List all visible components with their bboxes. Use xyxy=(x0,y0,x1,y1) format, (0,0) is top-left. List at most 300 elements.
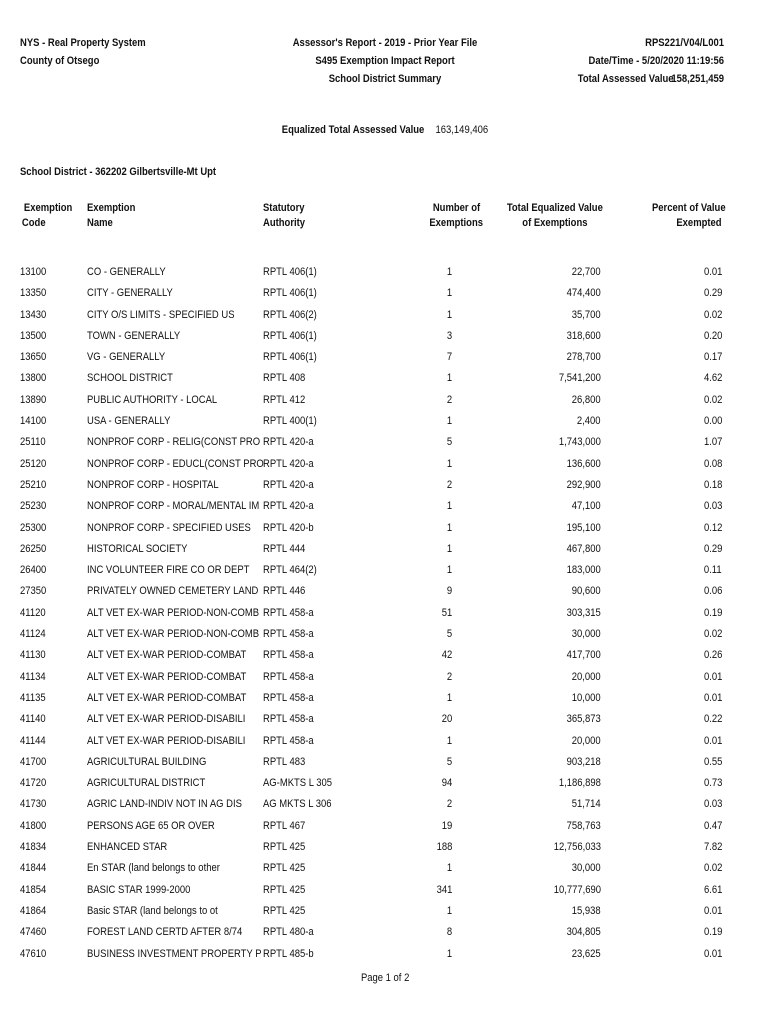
table-row xyxy=(0,581,770,602)
report-header-left xyxy=(20,34,146,70)
exemption-name: ALT VET EX-WAR PERIOD-COMBAT xyxy=(87,691,247,704)
percent-of-value: 0.55 xyxy=(703,755,722,768)
total-equalized-value: 304,805 xyxy=(566,926,601,939)
column-header-percent-line1: Percent of Value xyxy=(651,202,726,214)
total-equalized-value-cell xyxy=(480,347,601,367)
exemption-code-cell xyxy=(20,432,80,452)
exemption-name-cell xyxy=(87,305,235,325)
exemption-code-cell xyxy=(20,368,80,388)
exemption-code: 41730 xyxy=(20,798,47,811)
number-of-exemptions-cell xyxy=(400,411,452,431)
exemption-code: 41720 xyxy=(20,777,47,790)
total-equalized-value-cell xyxy=(480,645,601,665)
percent-of-value-cell xyxy=(640,901,722,921)
exemption-name: NONPROF CORP - EDUCL(CONST PRO xyxy=(87,457,264,470)
statutory-authority: RPTL 420-a xyxy=(263,436,314,449)
total-equalized-value-cell xyxy=(480,539,601,559)
number-of-exemptions: 9 xyxy=(446,585,452,598)
exemption-code-cell xyxy=(20,347,80,367)
percent-of-value-cell xyxy=(640,262,722,282)
exemption-code: 25230 xyxy=(20,500,47,513)
exemption-name-cell xyxy=(87,922,243,942)
percent-of-value-cell xyxy=(640,390,722,410)
exemption-code-cell xyxy=(20,880,80,900)
column-header-number-line2: Exemptions xyxy=(429,217,483,229)
exemption-table xyxy=(0,262,770,965)
total-equalized-value-cell xyxy=(480,837,601,857)
exemption-name-cell xyxy=(87,283,231,303)
statutory-authority-cell xyxy=(263,390,363,410)
statutory-authority-cell xyxy=(263,326,363,346)
report-title: Assessor's Report - 2019 - Prior Year File xyxy=(292,37,478,49)
statutory-authority: RPTL 406(1) xyxy=(263,266,317,278)
exemption-name-cell xyxy=(87,944,262,964)
number-of-exemptions-cell xyxy=(400,773,452,793)
column-header-code xyxy=(20,201,76,231)
total-equalized-value-cell xyxy=(480,518,601,538)
exemption-name: NONPROF CORP - SPECIFIED USES xyxy=(87,521,251,534)
exemption-name-cell xyxy=(87,518,251,538)
number-of-exemptions-cell xyxy=(400,518,452,538)
exemption-code-cell xyxy=(20,560,80,580)
number-of-exemptions-cell xyxy=(400,496,452,516)
table-row xyxy=(0,667,770,688)
exemption-name: TOWN - GENERALLY xyxy=(87,329,181,342)
report-datetime: Date/Time - 5/20/2020 11:19:56 xyxy=(588,55,724,67)
percent-of-value-cell xyxy=(640,454,722,474)
percent-of-value-cell xyxy=(640,475,722,495)
total-equalized-value-cell xyxy=(480,411,601,431)
table-row xyxy=(0,922,770,943)
number-of-exemptions-cell xyxy=(400,816,452,836)
number-of-exemptions-cell xyxy=(400,667,452,687)
exemption-code: 41135 xyxy=(20,691,46,704)
table-row xyxy=(0,368,770,389)
page-footer xyxy=(0,969,770,987)
exemption-code-cell xyxy=(20,518,80,538)
statutory-authority: RPTL 483 xyxy=(263,755,306,768)
number-of-exemptions: 20 xyxy=(441,713,452,726)
number-of-exemptions: 1 xyxy=(446,691,452,704)
number-of-exemptions: 1 xyxy=(446,521,452,534)
exemption-code: 47610 xyxy=(20,947,47,960)
statutory-authority-cell xyxy=(263,688,363,708)
exemption-code: 25110 xyxy=(20,436,46,449)
statutory-authority-cell xyxy=(263,283,363,303)
exemption-name-cell xyxy=(87,858,231,878)
exemption-name: VG - GENERALLY xyxy=(87,351,166,364)
exemption-name-cell xyxy=(87,539,231,559)
table-row xyxy=(0,283,770,304)
total-equalized-value: 15,938 xyxy=(572,904,601,917)
total-equalized-value-cell xyxy=(480,858,601,878)
percent-of-value: 0.01 xyxy=(703,266,722,278)
statutory-authority: RPTL 400(1) xyxy=(263,415,317,428)
number-of-exemptions-cell xyxy=(400,624,452,644)
exemption-name-cell xyxy=(87,837,231,857)
statutory-authority: RPTL 406(1) xyxy=(263,351,317,364)
statutory-authority-cell xyxy=(263,475,363,495)
percent-of-value: 0.02 xyxy=(703,862,722,875)
exemption-name: ALT VET EX-WAR PERIOD-NON-COMB xyxy=(87,606,260,619)
statutory-authority-cell xyxy=(263,560,363,580)
number-of-exemptions: 2 xyxy=(446,798,452,811)
number-of-exemptions: 3 xyxy=(446,329,452,342)
column-header-percent xyxy=(640,201,726,231)
table-row xyxy=(0,752,770,773)
number-of-exemptions-cell xyxy=(400,688,452,708)
exemption-name-cell xyxy=(87,496,260,516)
total-equalized-value-cell xyxy=(480,816,601,836)
equalized-total-label: Equalized Total Assessed Value xyxy=(281,124,425,136)
exemption-name: ALT VET EX-WAR PERIOD-COMBAT xyxy=(87,670,247,683)
number-of-exemptions: 1 xyxy=(446,862,452,875)
exemption-code-cell xyxy=(20,326,80,346)
table-row xyxy=(0,944,770,965)
exemption-name-cell xyxy=(87,773,231,793)
statutory-authority-cell xyxy=(263,581,363,601)
percent-of-value-cell xyxy=(640,709,722,729)
number-of-exemptions: 7 xyxy=(446,351,452,364)
statutory-authority: RPTL 458-a xyxy=(263,606,314,619)
exemption-code-cell xyxy=(20,922,80,942)
exemption-code-cell xyxy=(20,603,80,623)
exemption-name-cell xyxy=(87,731,246,751)
report-header-center xyxy=(273,34,497,88)
table-row xyxy=(0,518,770,539)
exemption-name: NONPROF CORP - HOSPITAL xyxy=(87,478,219,491)
percent-of-value: 0.17 xyxy=(703,351,722,364)
percent-of-value-cell xyxy=(640,773,722,793)
column-header-code-line1: Exemption xyxy=(23,202,73,214)
table-row xyxy=(0,624,770,645)
percent-of-value-cell xyxy=(640,518,722,538)
total-equalized-value-cell xyxy=(480,709,601,729)
exemption-code: 47460 xyxy=(20,926,47,939)
exemption-code-cell xyxy=(20,688,80,708)
exemption-name-cell xyxy=(87,326,231,346)
percent-of-value-cell xyxy=(640,922,722,942)
number-of-exemptions-cell xyxy=(400,603,452,623)
percent-of-value-cell xyxy=(640,858,722,878)
exemption-name-cell xyxy=(87,475,231,495)
total-equalized-value: 12,756,033 xyxy=(553,841,601,854)
column-header-total-value xyxy=(495,201,615,231)
statutory-authority-cell xyxy=(263,454,363,474)
percent-of-value-cell xyxy=(640,560,722,580)
exemption-name-cell xyxy=(87,709,246,729)
percent-of-value-cell xyxy=(640,347,722,367)
exemption-code: 25300 xyxy=(20,521,47,534)
exemption-code: 41134 xyxy=(20,670,46,683)
statutory-authority-cell xyxy=(263,858,363,878)
number-of-exemptions: 1 xyxy=(446,947,452,960)
total-equalized-value-cell xyxy=(480,305,601,325)
exemption-code-cell xyxy=(20,794,80,814)
exemption-code-cell xyxy=(20,667,80,687)
statutory-authority-cell xyxy=(263,773,363,793)
percent-of-value: 1.07 xyxy=(703,436,722,449)
exemption-code: 13100 xyxy=(20,266,47,278)
table-row xyxy=(0,475,770,496)
number-of-exemptions-cell xyxy=(400,539,452,559)
statutory-authority: RPTL 425 xyxy=(263,862,306,875)
number-of-exemptions: 2 xyxy=(446,478,452,491)
total-equalized-value-cell xyxy=(480,368,601,388)
number-of-exemptions-cell xyxy=(400,709,452,729)
exemption-name: AGRICULTURAL DISTRICT xyxy=(87,777,206,790)
total-equalized-value: 903,218 xyxy=(566,755,601,768)
table-row xyxy=(0,411,770,432)
statutory-authority-cell xyxy=(263,603,363,623)
number-of-exemptions: 2 xyxy=(446,670,452,683)
statutory-authority-cell xyxy=(263,922,363,942)
total-equalized-value-cell xyxy=(480,688,601,708)
percent-of-value: 0.03 xyxy=(703,500,722,513)
exemption-name: CITY O/S LIMITS - SPECIFIED US xyxy=(87,308,235,321)
statutory-authority-cell xyxy=(263,901,363,921)
exemption-name: AGRICULTURAL BUILDING xyxy=(87,755,207,768)
percent-of-value-cell xyxy=(640,305,722,325)
statutory-authority: RPTL 420-a xyxy=(263,478,314,491)
statutory-authority: RPTL 420-b xyxy=(263,521,314,534)
statutory-authority: RPTL 480-a xyxy=(263,926,314,939)
statutory-authority-cell xyxy=(263,624,363,644)
number-of-exemptions: 1 xyxy=(446,287,452,300)
exemption-name-cell xyxy=(87,432,261,452)
exemption-code: 14100 xyxy=(20,415,47,428)
number-of-exemptions: 1 xyxy=(446,415,452,428)
total-equalized-value-cell xyxy=(480,496,601,516)
total-equalized-value: 183,000 xyxy=(566,564,601,577)
statutory-authority-cell xyxy=(263,262,363,282)
total-equalized-value: 30,000 xyxy=(572,628,601,641)
total-equalized-value: 23,625 xyxy=(572,947,601,960)
percent-of-value: 0.01 xyxy=(703,691,722,704)
number-of-exemptions-cell xyxy=(400,326,452,346)
statutory-authority: RPTL 446 xyxy=(263,585,306,598)
number-of-exemptions-cell xyxy=(400,581,452,601)
percent-of-value: 6.61 xyxy=(703,883,722,896)
exemption-name-cell xyxy=(87,262,231,282)
number-of-exemptions: 19 xyxy=(441,819,452,832)
percent-of-value-cell xyxy=(640,816,722,836)
total-equalized-value-cell xyxy=(480,624,601,644)
percent-of-value: 7.82 xyxy=(703,841,722,854)
total-equalized-value: 417,700 xyxy=(566,649,601,662)
statutory-authority: RPTL 458-a xyxy=(263,649,314,662)
column-header-name-line1: Exemption xyxy=(87,202,136,214)
statutory-authority: RPTL 406(1) xyxy=(263,287,317,300)
total-equalized-value: 303,315 xyxy=(566,606,601,619)
exemption-name-cell xyxy=(87,581,259,601)
exemption-name-cell xyxy=(87,624,260,644)
statutory-authority: RPTL 444 xyxy=(263,542,306,555)
statutory-authority: RPTL 458-a xyxy=(263,628,314,641)
exemption-name: BUSINESS INVESTMENT PROPERTY P xyxy=(87,947,262,960)
statutory-authority-cell xyxy=(263,816,363,836)
statutory-authority-cell xyxy=(263,880,363,900)
number-of-exemptions-cell xyxy=(400,454,452,474)
number-of-exemptions: 2 xyxy=(446,393,452,406)
statutory-authority-cell xyxy=(263,411,363,431)
percent-of-value: 0.01 xyxy=(703,904,722,917)
exemption-code-cell xyxy=(20,475,80,495)
table-row xyxy=(0,858,770,879)
number-of-exemptions: 1 xyxy=(446,308,452,321)
percent-of-value: 0.01 xyxy=(703,947,722,960)
statutory-authority-cell xyxy=(263,944,363,964)
exemption-name: PERSONS AGE 65 OR OVER xyxy=(87,819,215,832)
total-equalized-value-cell xyxy=(480,432,601,452)
percent-of-value: 0.47 xyxy=(703,819,722,832)
statutory-authority-cell xyxy=(263,305,363,325)
table-row xyxy=(0,773,770,794)
equalized-total-value: 163,149,406 xyxy=(435,124,489,136)
statutory-authority-cell xyxy=(263,752,363,772)
percent-of-value: 0.08 xyxy=(703,457,722,470)
exemption-name: Basic STAR (land belongs to ot xyxy=(87,904,218,917)
statutory-authority: RPTL 458-a xyxy=(263,734,314,747)
total-equalized-value: 51,714 xyxy=(572,798,601,811)
school-district-title: School District - 362202 Gilbertsville-Mt Upt xyxy=(20,166,217,178)
percent-of-value-cell xyxy=(640,581,722,601)
total-equalized-value-cell xyxy=(480,944,601,964)
table-row xyxy=(0,305,770,326)
number-of-exemptions: 51 xyxy=(441,606,452,619)
exemption-name: NONPROF CORP - MORAL/MENTAL IM xyxy=(87,500,260,513)
total-equalized-value: 30,000 xyxy=(572,862,601,875)
table-row xyxy=(0,262,770,283)
exemption-name: ALT VET EX-WAR PERIOD-DISABILI xyxy=(87,734,246,747)
exemption-code-cell xyxy=(20,305,80,325)
number-of-exemptions: 8 xyxy=(446,926,452,939)
total-equalized-value: 10,000 xyxy=(572,691,601,704)
total-equalized-value: 20,000 xyxy=(572,734,601,747)
exemption-name: BASIC STAR 1999-2000 xyxy=(87,883,191,896)
statutory-authority: RPTL 420-a xyxy=(263,500,314,513)
exemption-code: 13800 xyxy=(20,372,47,385)
exemption-name-cell xyxy=(87,794,242,814)
exemption-code: 25120 xyxy=(20,457,47,470)
percent-of-value-cell xyxy=(640,837,722,857)
column-header-name-line2: Name xyxy=(87,217,113,229)
exemption-code: 41700 xyxy=(20,755,47,768)
percent-of-value: 0.26 xyxy=(703,649,722,662)
percent-of-value: 0.29 xyxy=(703,287,722,300)
exemption-code-cell xyxy=(20,624,80,644)
report-summary-type: School District Summary xyxy=(328,73,442,85)
exemption-code: 13650 xyxy=(20,351,47,364)
percent-of-value: 0.20 xyxy=(703,329,722,342)
percent-of-value: 0.19 xyxy=(703,926,722,939)
column-header-name xyxy=(87,201,143,231)
percent-of-value: 0.01 xyxy=(703,734,722,747)
exemption-code-cell xyxy=(20,496,80,516)
report-header-right xyxy=(578,34,724,88)
statutory-authority: RPTL 406(1) xyxy=(263,329,317,342)
exemption-name: ALT VET EX-WAR PERIOD-NON-COMB xyxy=(87,628,260,641)
exemption-name: ENHANCED STAR xyxy=(87,841,168,854)
number-of-exemptions-cell xyxy=(400,305,452,325)
total-equalized-value: 47,100 xyxy=(572,500,601,513)
number-of-exemptions-cell xyxy=(400,262,452,282)
percent-of-value-cell xyxy=(640,731,722,751)
report-id: RPS221/V04/L001 xyxy=(645,37,724,49)
percent-of-value-cell xyxy=(640,624,722,644)
total-equalized-value-cell xyxy=(480,731,601,751)
table-row xyxy=(0,603,770,624)
exemption-code: 41854 xyxy=(20,883,47,896)
exemption-code: 13430 xyxy=(20,308,47,321)
statutory-authority: RPTL 464(2) xyxy=(263,564,317,577)
table-row xyxy=(0,709,770,730)
column-header-total-value-line2: of Exemptions xyxy=(522,217,588,229)
percent-of-value-cell xyxy=(640,794,722,814)
statutory-authority: RPTL 412 xyxy=(263,393,306,406)
number-of-exemptions: 188 xyxy=(436,841,452,854)
percent-of-value-cell xyxy=(640,432,722,452)
percent-of-value: 0.18 xyxy=(703,478,722,491)
exemption-name-cell xyxy=(87,368,231,388)
percent-of-value: 4.62 xyxy=(703,372,722,385)
number-of-exemptions: 1 xyxy=(446,500,452,513)
exemption-name-cell xyxy=(87,880,231,900)
column-header-authority-line1: Statutory xyxy=(263,202,305,214)
exemption-name-cell xyxy=(87,454,264,474)
number-of-exemptions: 5 xyxy=(446,436,452,449)
exemption-name-cell xyxy=(87,816,231,836)
percent-of-value-cell xyxy=(640,539,722,559)
number-of-exemptions: 1 xyxy=(446,904,452,917)
column-header-authority-line2: Authority xyxy=(263,217,306,229)
statutory-authority: RPTL 408 xyxy=(263,372,306,385)
exemption-code-cell xyxy=(20,752,80,772)
table-row xyxy=(0,837,770,858)
number-of-exemptions-cell xyxy=(400,283,452,303)
exemption-code: 13350 xyxy=(20,287,47,300)
statutory-authority: RPTL 485-b xyxy=(263,947,314,960)
exemption-name-cell xyxy=(87,390,231,410)
exemption-code: 13500 xyxy=(20,329,47,342)
exemption-code-cell xyxy=(20,390,80,410)
exemption-code: 41120 xyxy=(20,606,46,619)
total-equalized-value: 2,400 xyxy=(577,415,601,428)
exemption-code-cell xyxy=(20,773,80,793)
statutory-authority: RPTL 425 xyxy=(263,883,306,896)
exemption-code: 25210 xyxy=(20,478,47,491)
statutory-authority-cell xyxy=(263,347,363,367)
percent-of-value-cell xyxy=(640,496,722,516)
total-equalized-value-cell xyxy=(480,667,601,687)
exemption-code-cell xyxy=(20,858,80,878)
number-of-exemptions-cell xyxy=(400,560,452,580)
number-of-exemptions: 1 xyxy=(446,734,452,747)
table-row xyxy=(0,816,770,837)
statutory-authority: RPTL 406(2) xyxy=(263,308,317,321)
column-header-code-line2: Code xyxy=(21,217,46,229)
exemption-name: SCHOOL DISTRICT xyxy=(87,372,173,385)
percent-of-value: 0.12 xyxy=(703,521,722,534)
exemption-code: 27350 xyxy=(20,585,47,598)
percent-of-value-cell xyxy=(640,411,722,431)
total-equalized-value: 195,100 xyxy=(566,521,601,534)
table-row xyxy=(0,731,770,752)
exemption-name-cell xyxy=(87,752,231,772)
table-row xyxy=(0,560,770,581)
number-of-exemptions-cell xyxy=(400,368,452,388)
number-of-exemptions: 1 xyxy=(446,266,452,278)
